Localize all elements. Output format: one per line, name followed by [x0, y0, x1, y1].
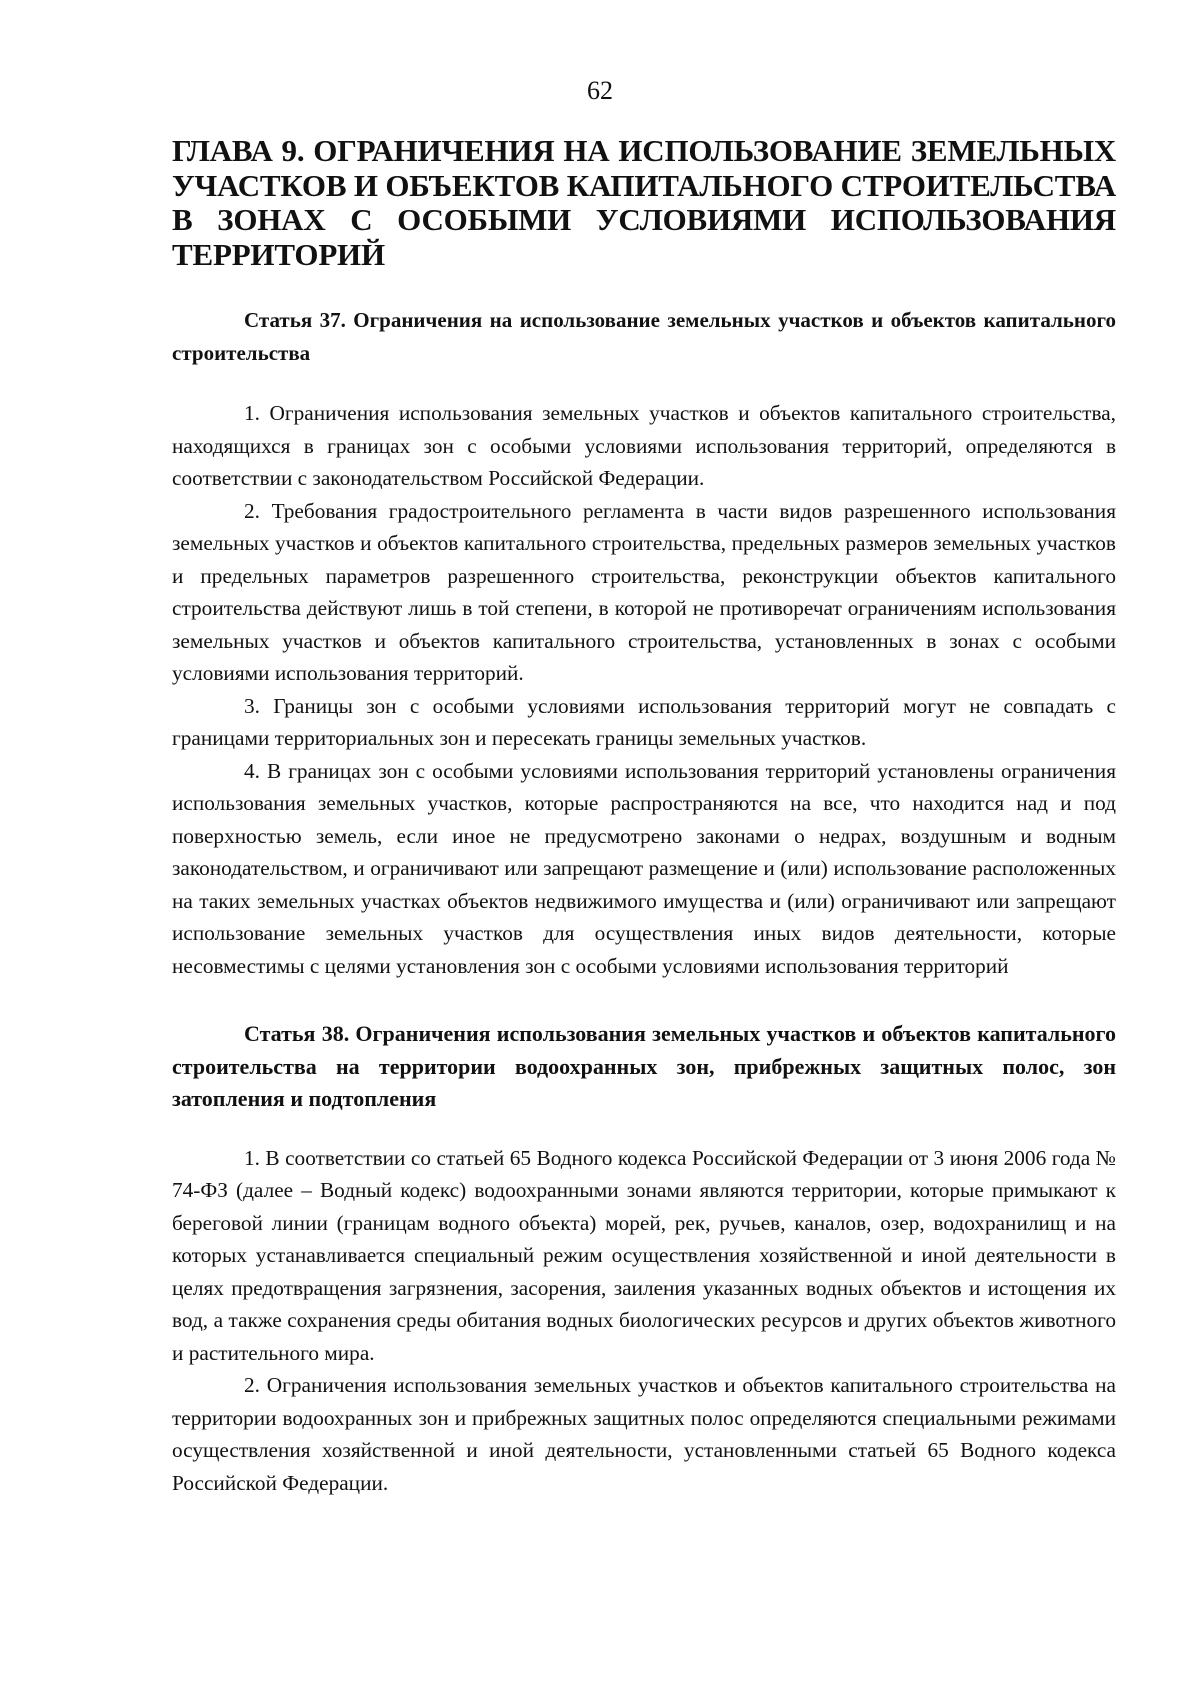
article-37-paragraph-3: 3. Границы зон с особыми условиями использования территорий могут не совпадать с границами территориальных зон и пересекать границы земельных участков.: [172, 693, 1116, 750]
article-37-paragraph-4: 4. В границах зон с особыми условиями использования территорий установлены ограничения использования земельных участков, которые распространяются на все, что находится над и под поверхностью земель, если иное не предусмотрено законами о недрах, воздушным и водным законодательством, и ограничивают или запрещают размещение и (или) использование расположенных на таких земельных участках объектов недвижимого имущества и (или) ограничивают или запрещают использование земельных участков для осуществления иных видов деятельности, которые несовместимы с целями установления зон с особыми условиями использования территорий: [172, 758, 1116, 978]
article-37-paragraph-2: 2. Требования градостроительного регламента в части видов разрешенного использования земельных участков и объектов капитального строительства, предельных размеров земельных участков и предельных параметров разрешенного строительства, реконструкции объектов капитального строительства действуют лишь в той степени, в которой не противоречат ограничениям использования земельных участков и объектов капитального строительства, установленных в зонах с особыми условиями использования территорий.: [172, 498, 1116, 685]
article-38-paragraph-2: 2. Ограничения использования земельных участков и объектов капитального строительства на территории водоохранных зон и прибрежных защитных полос определяются специальными режимами осуществления хозяйственной и иной деятельности, установленными статьей 65 Водного кодекса Российской Федерации.: [172, 1373, 1116, 1495]
chapter-title: ГЛАВА 9. ОГРАНИЧЕНИЯ НА ИСПОЛЬЗОВАНИЕ ЗЕМЕЛЬНЫХ УЧАСТКОВ И ОБЪЕКТОВ КАПИТАЛЬНОГО СТРОИТЕЛЬСТВА В ЗОНАХ С ОСОБЫМИ УСЛОВИЯМИ ИСПОЛЬЗОВАНИЯ ТЕРРИТОРИЙ: [172, 133, 1116, 272]
article-37-paragraph-1: 1. Ограничения использования земельных участков и объектов капитального строительства, находящихся в границах зон с особыми условиями использования территорий, определяются в соответствии с законодательством Российской Федерации.: [172, 401, 1116, 490]
article-38: [172, 1018, 1116, 1499]
article-37: [172, 304, 1116, 982]
page-content: [172, 134, 1116, 1499]
page-number: 62: [587, 76, 613, 105]
article-38-paragraph-1: 1. В соответствии со статьей 65 Водного кодекса Российской Федерации от 3 июня 2006 года № 74-ФЗ (далее – Водный кодекс) водоохранными зонами являются территории, которые примыкают к береговой линии (границам водного объекта) морей, рек, ручьев, каналов, озер, водохранилищ и на которых устанавливается специальный режим осуществления хозяйственной и иной деятельности в целях предотвращения загрязнения, засорения, заиления указанных водных объектов и истощения их вод, а также сохранения среды обитания водных биологических ресурсов и других объектов животного и растительного мира.: [172, 1145, 1116, 1365]
article-37-title: Статья 37. Ограничения на использование земельных участков и объектов капитального строительства: [172, 308, 1116, 365]
article-38-title: Статья 38. Ограничения использования земельных участков и объектов капитального строительства на территории водоохранных зон, прибрежных защитных полос, зон затопления и подтопления: [172, 1021, 1116, 1111]
